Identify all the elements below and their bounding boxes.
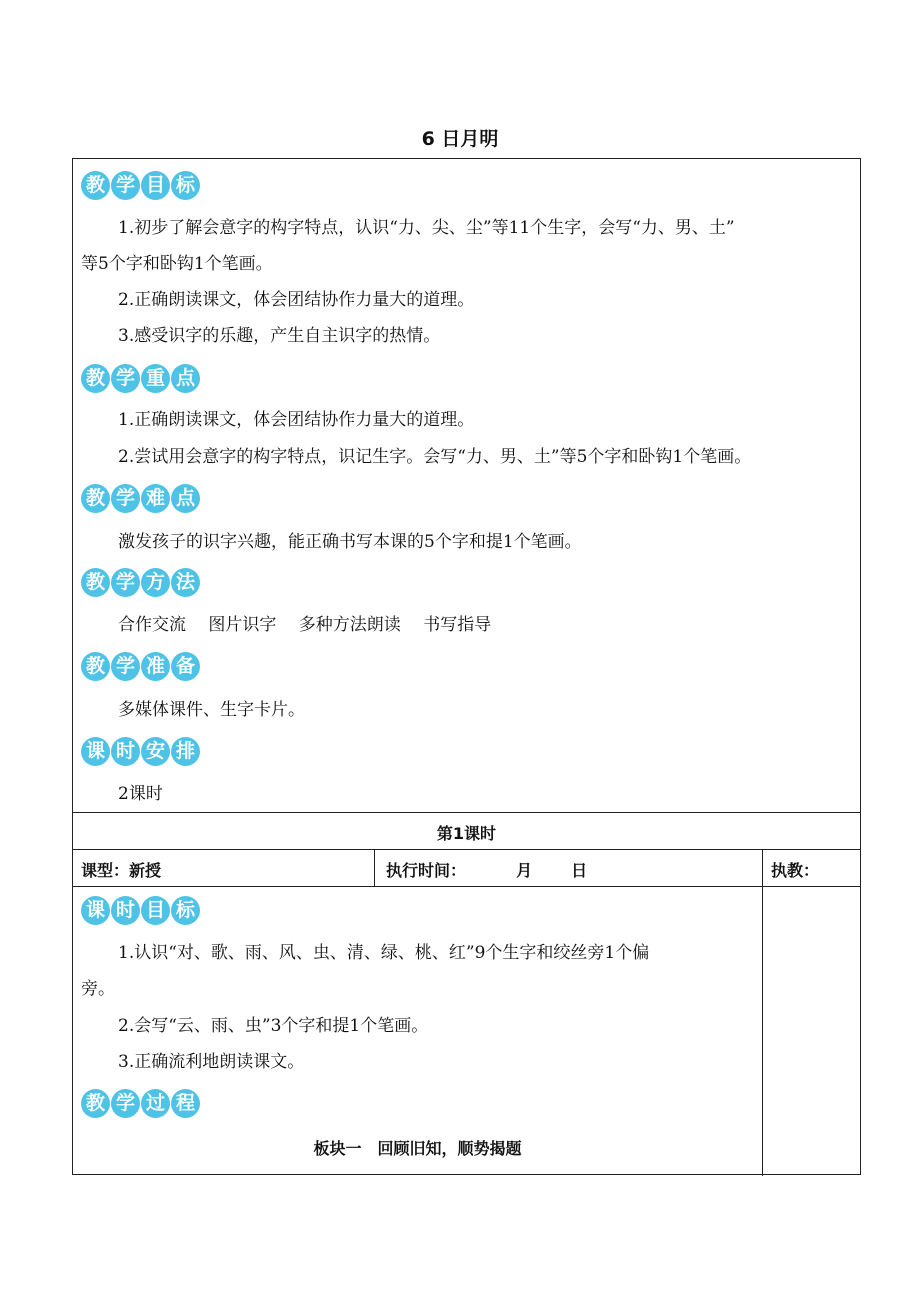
lesson-goal-line: 2.会写“云、雨、虫”3个字和提1个笔画。 bbox=[118, 1016, 429, 1036]
goal-line: 等5个字和卧钩1个笔画。 bbox=[81, 254, 273, 274]
lesson-type: 课型：新授 bbox=[81, 861, 162, 880]
section-one-heading: 板块一 回顾旧知，顺势揭题 bbox=[313, 1139, 522, 1158]
preparation-line: 多媒体课件、生字卡片。 bbox=[118, 700, 305, 720]
goal-line: 3.感受识字的乐趣，产生自主识字的热情。 bbox=[118, 326, 441, 346]
methods-line: 合作交流 图片识字 多种方法朗读 书写指导 bbox=[118, 615, 492, 635]
lesson-plan-table bbox=[72, 158, 861, 1175]
badge-teaching-goals: 教 学 目 标 bbox=[81, 171, 200, 200]
badge-difficulties: 教 学 难 点 bbox=[81, 484, 200, 513]
schedule-line: 2课时 bbox=[118, 784, 163, 804]
lesson-goal-line: 3.正确流利地朗读课文。 bbox=[118, 1052, 305, 1072]
goal-line: 1.初步了解会意字的构字特点，认识“力、尖、尘”等11个生字，会写“力、男、土” bbox=[118, 218, 735, 238]
badge-teaching-process: 教 学 过 程 bbox=[81, 1089, 200, 1118]
badge-lesson-goals: 课 时 目 标 bbox=[81, 896, 200, 925]
row-divider bbox=[73, 812, 860, 813]
column-divider bbox=[762, 849, 763, 1176]
badge-schedule: 课 时 安 排 bbox=[81, 737, 200, 766]
teacher-label: 执教： bbox=[771, 861, 820, 880]
lesson-goal-line: 1.认识“对、歌、雨、风、虫、清、绿、桃、红”9个生字和绞丝旁1个偏 bbox=[118, 943, 650, 963]
goal-line: 2.正确朗读课文，体会团结协作力量大的道理。 bbox=[118, 290, 475, 310]
row-divider bbox=[73, 849, 860, 850]
lesson-goal-line: 旁。 bbox=[81, 979, 115, 999]
lesson-header: 第1课时 bbox=[436, 824, 497, 843]
execution-time: 执行时间： 月 日 bbox=[386, 861, 588, 880]
row-divider bbox=[73, 886, 860, 887]
key-point-line: 2.尝试用会意字的构字特点，识记生字。会写“力、男、土”等5个字和卧钩1个笔画。 bbox=[118, 447, 752, 467]
badge-key-points: 教 学 重 点 bbox=[81, 364, 200, 393]
badge-methods: 教 学 方 法 bbox=[81, 568, 200, 597]
badge-preparation: 教 学 准 备 bbox=[81, 652, 200, 681]
lesson-title: 6 日月明 bbox=[421, 128, 499, 150]
column-divider bbox=[374, 849, 375, 886]
key-point-line: 1.正确朗读课文，体会团结协作力量大的道理。 bbox=[118, 410, 475, 430]
difficulty-line: 激发孩子的识字兴趣，能正确书写本课的5个字和提1个笔画。 bbox=[118, 532, 582, 552]
